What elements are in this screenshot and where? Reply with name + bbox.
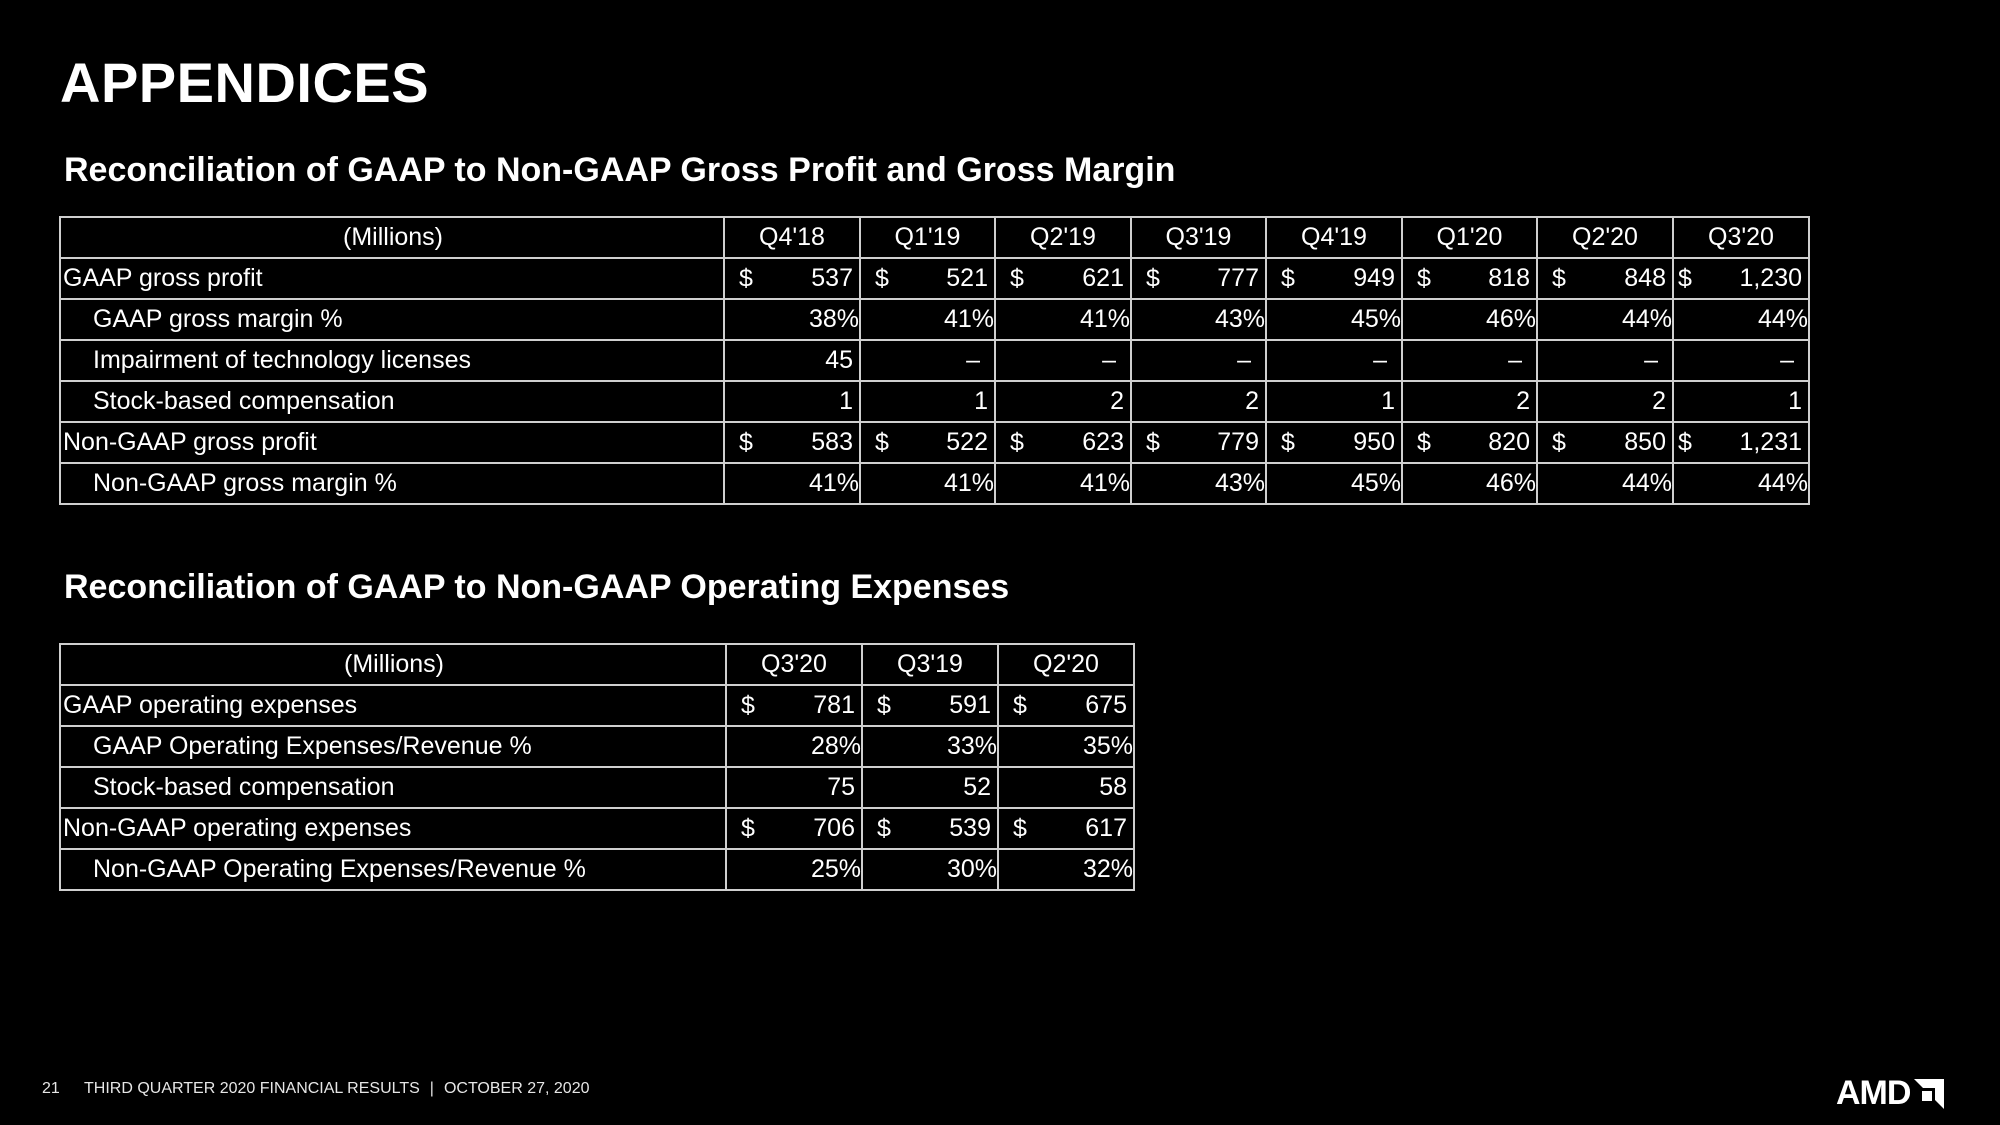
gross-profit-cell	[1537, 422, 1673, 463]
gross-profit-cell	[724, 381, 860, 422]
gross-profit-row-label: Impairment of technology licenses	[60, 340, 724, 381]
gross-profit-cell	[1402, 381, 1537, 422]
gross-profit-cell	[1131, 258, 1266, 299]
gross-profit-cell-value: 1	[1788, 387, 1802, 415]
gross-profit-row	[60, 463, 1809, 504]
gross-profit-cell-value: –	[1644, 346, 1658, 374]
opex-cell	[998, 767, 1134, 808]
gross-profit-cell-value: 537	[811, 264, 853, 292]
gross-profit-column-header: Q4'18	[724, 217, 860, 258]
gross-profit-cell	[1131, 340, 1266, 381]
gross-profit-cell-value: 583	[811, 428, 853, 456]
gross-profit-cell	[1673, 258, 1809, 299]
gross-profit-cell-value: –	[1780, 346, 1794, 374]
opex-cell-value: 75	[827, 773, 855, 801]
gross-profit-cell-value: 1,230	[1739, 264, 1802, 292]
logo-text: AMD	[1836, 1074, 1911, 1112]
gross-profit-cell-value: 41%	[1079, 469, 1130, 497]
gross-profit-cell-value: 41%	[943, 305, 994, 333]
gross-profit-cell-value: 2	[1110, 387, 1124, 415]
opex-cell	[862, 685, 998, 726]
gross-profit-column-header: Q3'19	[1131, 217, 1266, 258]
gross-profit-cell-value: 41%	[1079, 305, 1130, 333]
gross-profit-cell-value: 1	[839, 387, 853, 415]
opex-cell	[862, 726, 998, 767]
opex-cell-value: 25%	[810, 855, 861, 883]
gross-profit-header-label: (Millions)	[60, 217, 724, 258]
gross-profit-table-title: Reconciliation of GAAP to Non-GAAP Gross Profit and Gross Margin	[64, 151, 1176, 189]
gross-profit-cell-value: 777	[1217, 264, 1259, 292]
gross-profit-cell	[1131, 299, 1266, 340]
opex-cell-value: 591	[949, 691, 991, 719]
opex-cell-value: 30%	[946, 855, 997, 883]
gross-profit-cell	[860, 299, 995, 340]
currency-symbol: $	[1552, 428, 1566, 456]
currency-symbol: $	[1010, 264, 1024, 292]
currency-symbol: $	[1417, 428, 1431, 456]
gross-profit-cell-value: 44%	[1757, 469, 1808, 497]
opex-cell	[998, 808, 1134, 849]
gross-profit-cell	[724, 299, 860, 340]
gross-profit-cell-value: 818	[1488, 264, 1530, 292]
gross-profit-cell	[1402, 299, 1537, 340]
gross-profit-cell-value: 522	[946, 428, 988, 456]
currency-symbol: $	[1146, 264, 1160, 292]
opex-cell-value: 52	[963, 773, 991, 801]
opex-row-label: GAAP operating expenses	[60, 685, 726, 726]
gross-profit-cell	[995, 463, 1131, 504]
gross-profit-cell-value: 2	[1652, 387, 1666, 415]
currency-symbol: $	[1013, 691, 1027, 719]
opex-cell-value: 35%	[1082, 732, 1133, 760]
opex-column-header: Q3'19	[862, 644, 998, 685]
gross-profit-cell	[1537, 299, 1673, 340]
gross-profit-cell	[1402, 340, 1537, 381]
gross-profit-cell	[995, 381, 1131, 422]
gross-profit-cell-value: 44%	[1621, 469, 1672, 497]
opex-header-label: (Millions)	[60, 644, 726, 685]
opex-cell-value: 32%	[1082, 855, 1133, 883]
gross-profit-cell-value: 621	[1082, 264, 1124, 292]
gross-profit-cell	[1266, 340, 1402, 381]
gross-profit-cell	[860, 463, 995, 504]
gross-profit-cell	[724, 258, 860, 299]
gross-profit-cell-value: –	[1237, 346, 1251, 374]
gross-profit-cell	[1266, 299, 1402, 340]
gross-profit-cell	[860, 340, 995, 381]
gross-profit-cell	[1537, 258, 1673, 299]
gross-profit-cell-value: –	[966, 346, 980, 374]
opex-row	[60, 808, 1134, 849]
gross-profit-cell-value: 779	[1217, 428, 1259, 456]
gross-profit-cell	[1131, 463, 1266, 504]
gross-profit-cell	[995, 340, 1131, 381]
gross-profit-cell-value: 820	[1488, 428, 1530, 456]
gross-profit-row-label: Non-GAAP gross margin %	[60, 463, 724, 504]
gross-profit-cell-value: 2	[1245, 387, 1259, 415]
opex-cell	[862, 767, 998, 808]
opex-column-header: Q3'20	[726, 644, 862, 685]
opex-cell-value: 675	[1085, 691, 1127, 719]
opex-cell	[862, 808, 998, 849]
gross-profit-cell	[995, 258, 1131, 299]
opex-row	[60, 849, 1134, 890]
currency-symbol: $	[1281, 264, 1295, 292]
gross-profit-cell-value: 848	[1624, 264, 1666, 292]
opex-cell	[726, 767, 862, 808]
page-number: 21	[42, 1080, 60, 1097]
gross-profit-cell-value: 950	[1353, 428, 1395, 456]
currency-symbol: $	[1013, 814, 1027, 842]
gross-profit-cell	[724, 422, 860, 463]
gross-profit-cell-value: 41%	[808, 469, 859, 497]
gross-profit-cell	[860, 258, 995, 299]
gross-profit-column-header: Q1'20	[1402, 217, 1537, 258]
gross-profit-cell	[1131, 422, 1266, 463]
gross-profit-cell	[724, 340, 860, 381]
opex-cell	[726, 685, 862, 726]
gross-profit-column-header: Q2'20	[1537, 217, 1673, 258]
opex-cell-value: 58	[1099, 773, 1127, 801]
gross-profit-cell-value: 45%	[1350, 305, 1401, 333]
opex-column-header: Q2'20	[998, 644, 1134, 685]
gross-profit-row-label: GAAP gross profit	[60, 258, 724, 299]
gross-profit-cell-value: 45%	[1350, 469, 1401, 497]
opex-cell-value: 617	[1085, 814, 1127, 842]
opex-cell	[862, 849, 998, 890]
footer-separator: |	[429, 1080, 434, 1097]
footer-title: THIRD QUARTER 2020 FINANCIAL RESULTS	[84, 1080, 420, 1097]
gross-profit-cell-value: 949	[1353, 264, 1395, 292]
opex-row-label: Non-GAAP operating expenses	[60, 808, 726, 849]
gross-profit-row-label: Stock-based compensation	[60, 381, 724, 422]
gross-profit-cell	[1131, 381, 1266, 422]
gross-profit-row	[60, 422, 1809, 463]
currency-symbol: $	[741, 691, 755, 719]
gross-profit-row-label: GAAP gross margin %	[60, 299, 724, 340]
gross-profit-cell-value: 44%	[1621, 305, 1672, 333]
opex-cell-value: 33%	[946, 732, 997, 760]
gross-profit-cell-value: 43%	[1214, 469, 1265, 497]
gross-profit-cell	[1402, 463, 1537, 504]
opex-cell-value: 28%	[810, 732, 861, 760]
opex-row-label: Non-GAAP Operating Expenses/Revenue %	[60, 849, 726, 890]
opex-reconciliation-table	[59, 643, 1135, 891]
gross-profit-cell	[1266, 422, 1402, 463]
gross-profit-cell	[724, 463, 860, 504]
gross-profit-cell	[1537, 340, 1673, 381]
currency-symbol: $	[1417, 264, 1431, 292]
gross-profit-cell-value: 41%	[943, 469, 994, 497]
gross-profit-cell	[1673, 422, 1809, 463]
opex-cell-value: 539	[949, 814, 991, 842]
gross-profit-column-header: Q1'19	[860, 217, 995, 258]
opex-row	[60, 685, 1134, 726]
gross-profit-cell	[1673, 381, 1809, 422]
gross-profit-cell-value: 850	[1624, 428, 1666, 456]
gross-profit-cell-value: 1,231	[1739, 428, 1802, 456]
gross-profit-cell	[995, 422, 1131, 463]
currency-symbol: $	[739, 428, 753, 456]
page-title: APPENDICES	[60, 51, 430, 114]
gross-profit-cell-value: 2	[1516, 387, 1530, 415]
amd-arrow-icon	[1914, 1079, 1944, 1109]
gross-profit-cell-value: 521	[946, 264, 988, 292]
gross-profit-cell	[1402, 258, 1537, 299]
opex-row-label: GAAP Operating Expenses/Revenue %	[60, 726, 726, 767]
currency-symbol: $	[875, 264, 889, 292]
gross-profit-cell-value: 43%	[1214, 305, 1265, 333]
currency-symbol: $	[1678, 264, 1692, 292]
amd-logo	[1836, 1074, 1944, 1113]
gross-profit-cell	[1266, 463, 1402, 504]
gross-profit-cell	[1266, 258, 1402, 299]
opex-cell-value: 706	[813, 814, 855, 842]
currency-symbol: $	[877, 814, 891, 842]
opex-cell-value: 781	[813, 691, 855, 719]
gross-profit-cell	[1537, 463, 1673, 504]
gross-profit-cell	[1673, 299, 1809, 340]
gross-profit-row	[60, 381, 1809, 422]
opex-cell	[998, 726, 1134, 767]
currency-symbol: $	[739, 264, 753, 292]
gross-profit-cell-value: 46%	[1485, 469, 1536, 497]
opex-cell	[726, 849, 862, 890]
gross-profit-cell	[1537, 381, 1673, 422]
currency-symbol: $	[741, 814, 755, 842]
gross-profit-column-header: Q3'20	[1673, 217, 1809, 258]
gross-profit-cell-value: 1	[974, 387, 988, 415]
opex-cell	[726, 726, 862, 767]
gross-profit-cell-value: –	[1373, 346, 1387, 374]
currency-symbol: $	[1146, 428, 1160, 456]
footer-date: OCTOBER 27, 2020	[443, 1080, 590, 1097]
gross-profit-row	[60, 258, 1809, 299]
currency-symbol: $	[1010, 428, 1024, 456]
gross-profit-cell-value: 44%	[1757, 305, 1808, 333]
opex-cell	[726, 808, 862, 849]
opex-row	[60, 726, 1134, 767]
gross-profit-cell	[1402, 422, 1537, 463]
gross-profit-row	[60, 299, 1809, 340]
currency-symbol: $	[875, 428, 889, 456]
footer	[42, 1080, 590, 1098]
currency-symbol: $	[1678, 428, 1692, 456]
gross-profit-cell-value: 46%	[1485, 305, 1536, 333]
gross-profit-cell	[860, 422, 995, 463]
gross-profit-row	[60, 340, 1809, 381]
gross-profit-cell	[1266, 381, 1402, 422]
opex-cell	[998, 849, 1134, 890]
gross-profit-cell	[1673, 340, 1809, 381]
gross-profit-cell-value: 1	[1381, 387, 1395, 415]
gross-profit-cell	[995, 299, 1131, 340]
gross-profit-cell	[1673, 463, 1809, 504]
gross-profit-row-label: Non-GAAP gross profit	[60, 422, 724, 463]
opex-table-title: Reconciliation of GAAP to Non-GAAP Operating Expenses	[64, 568, 1010, 606]
gross-profit-cell-value: –	[1102, 346, 1116, 374]
gross-profit-cell-value: –	[1508, 346, 1522, 374]
opex-cell	[998, 685, 1134, 726]
gross-profit-cell-value: 38%	[808, 305, 859, 333]
currency-symbol: $	[877, 691, 891, 719]
currency-symbol: $	[1281, 428, 1295, 456]
gross-profit-column-header: Q2'19	[995, 217, 1131, 258]
gross-profit-column-header: Q4'19	[1266, 217, 1402, 258]
gross-profit-cell-value: 623	[1082, 428, 1124, 456]
opex-row-label: Stock-based compensation	[60, 767, 726, 808]
gross-profit-reconciliation-table	[59, 216, 1810, 505]
gross-profit-cell	[860, 381, 995, 422]
opex-row	[60, 767, 1134, 808]
currency-symbol: $	[1552, 264, 1566, 292]
gross-profit-cell-value: 45	[825, 346, 853, 374]
